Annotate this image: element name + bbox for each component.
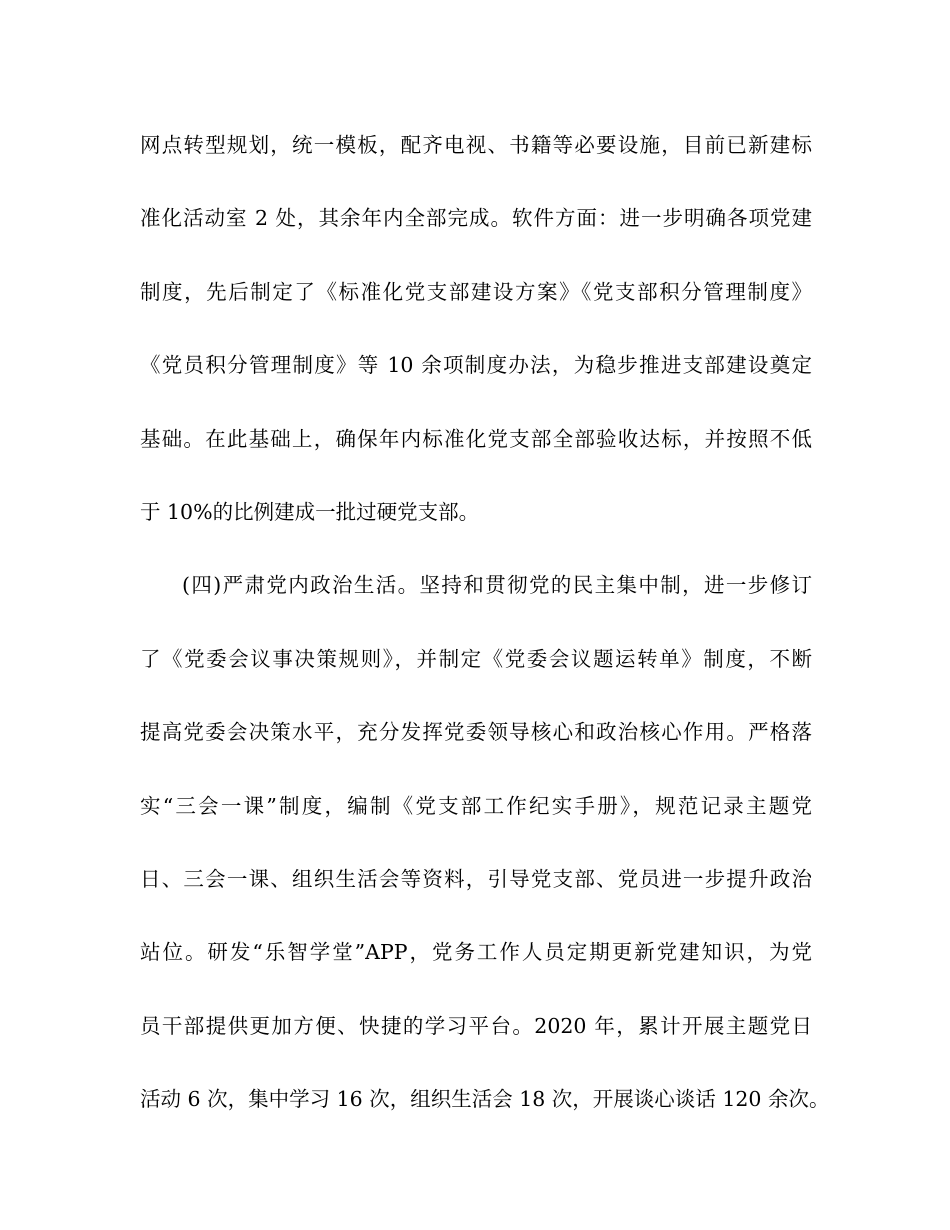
paragraph-line: 日、三会一课、组织生活会等资料，引导党支部、党员进一步提升政治 [140, 866, 812, 891]
paragraph-line: 实“三会一课”制度，编制《党支部工作纪实手册》，规范记录主题党 [140, 793, 812, 818]
section-heading-line: (四)严肃党内政治生活。坚持和贯彻党的民主集中制，进一步修订 [182, 573, 812, 598]
paragraph-line: 站位。研发“乐智学堂”APP，党务工作人员定期更新党建知识，为党 [140, 940, 812, 965]
paragraph-line: 基础。在此基础上，确保年内标准化党支部全部验收达标，并按照不低 [140, 426, 812, 451]
paragraph-line: 了《党委会议事决策规则》，并制定《党委会议题运转单》制度，不断 [140, 646, 812, 671]
paragraph-line: 员干部提供更加方便、快捷的学习平台。2020 年，累计开展主题党日 [140, 1013, 812, 1038]
paragraph-line: 活动 6 次，集中学习 16 次，组织生活会 18 次，开展谈心谈话 120 余次。 [140, 1087, 830, 1112]
document-body [140, 124, 830, 1151]
paragraph-line: 网点转型规划，统一模板，配齐电视、书籍等必要设施，目前已新建标 [140, 133, 812, 157]
paragraph-line: 提高党委会决策水平，充分发挥党委领导核心和政治核心作用。严格落 [140, 720, 812, 745]
paragraph-line-last: 于 10%的比例建成一批过硬党支部。 [140, 499, 480, 524]
paragraph-line: 准化活动室 2 处，其余年内全部完成。软件方面：进一步明确各项党建 [140, 206, 812, 231]
paragraph-line: 制度，先后制定了《标准化党支部建设方案》《党支部积分管理制度》 [140, 279, 812, 304]
paragraph-line: 《党员积分管理制度》等 10 余项制度办法，为稳步推进支部建设奠定 [140, 353, 812, 378]
